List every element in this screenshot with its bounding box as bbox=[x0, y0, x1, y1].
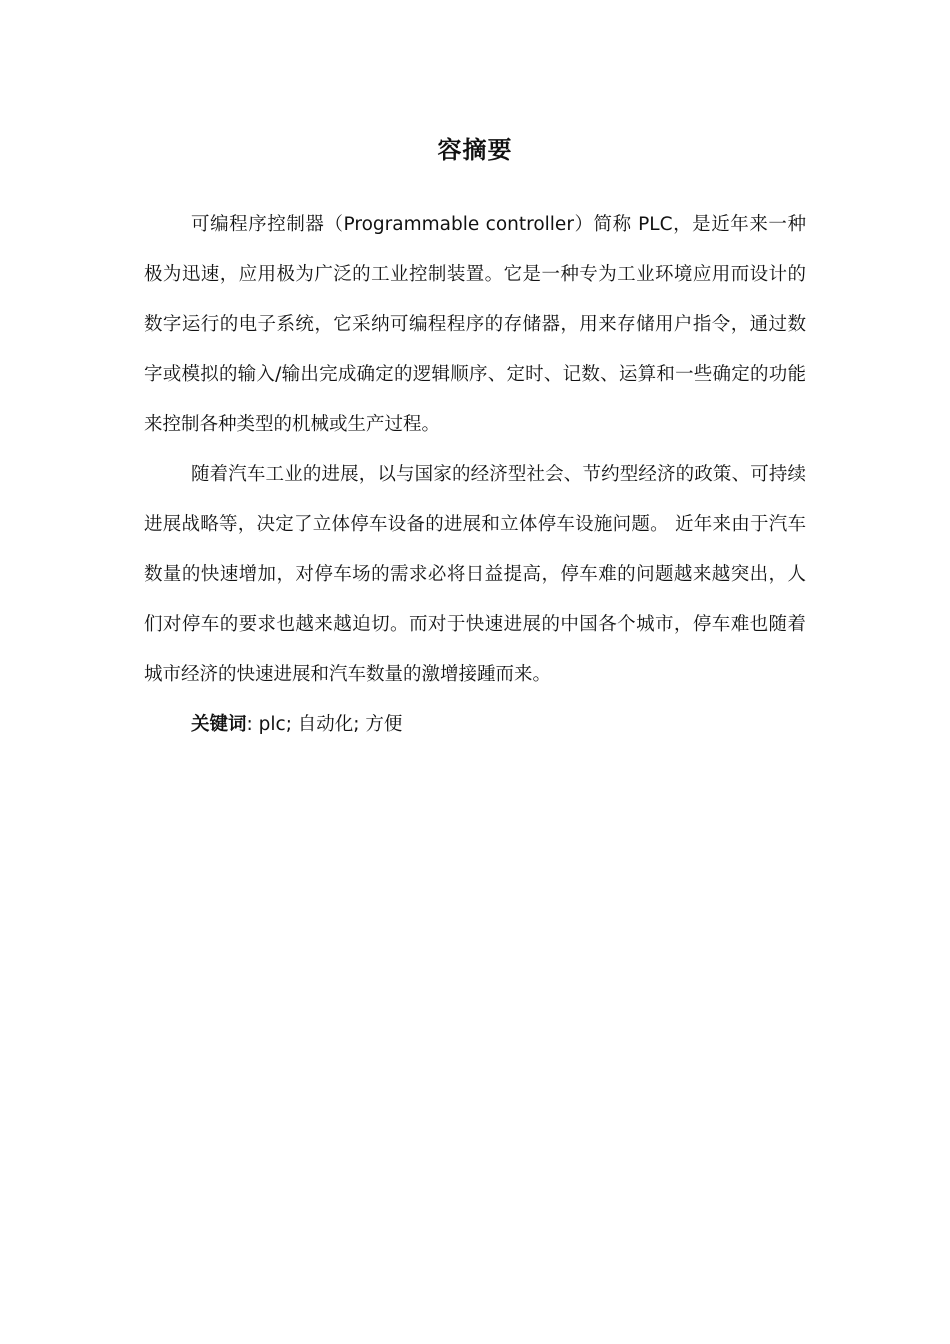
page-title: 容摘要 bbox=[437, 136, 513, 164]
keywords-label: 关键词 bbox=[191, 714, 247, 735]
abstract-body bbox=[144, 200, 806, 750]
abstract-paragraph-2: 随着汽车工业的进展，以与国家的经济型社会、节约型经济的政策、可持续进展战略等，决定了立体停车设备的进展和立体停车设施问题。 近年来由于汽车数量的快速增加，对停车场的需求必将日益提高，停车难的问题越来越突出，人们对停车的要求也越来越迫切。而对于快速进展的中国各个城市，停车难也随着城市经济的快速进展和汽车数量的激增接踵而来。 bbox=[144, 464, 806, 685]
keywords-separator: : bbox=[246, 714, 253, 735]
keywords-value: plc; 自动化; 方便 bbox=[258, 714, 403, 735]
abstract-paragraph-1: 可编程序控制器（Programmable controller）简称 PLC，是近年来一种极为迅速，应用极为广泛的工业控制装置。它是一种专为工业环境应用而设计的数字运行的电子系统，它采纳可编程程序的存储器，用来存储用户指令，通过数字或模拟的输入/输出完成确定的逻辑顺序、定时、记数、运算和一些确定的功能来控制各种类型的机械或生产过程。 bbox=[144, 214, 806, 435]
keywords-line bbox=[144, 700, 806, 750]
